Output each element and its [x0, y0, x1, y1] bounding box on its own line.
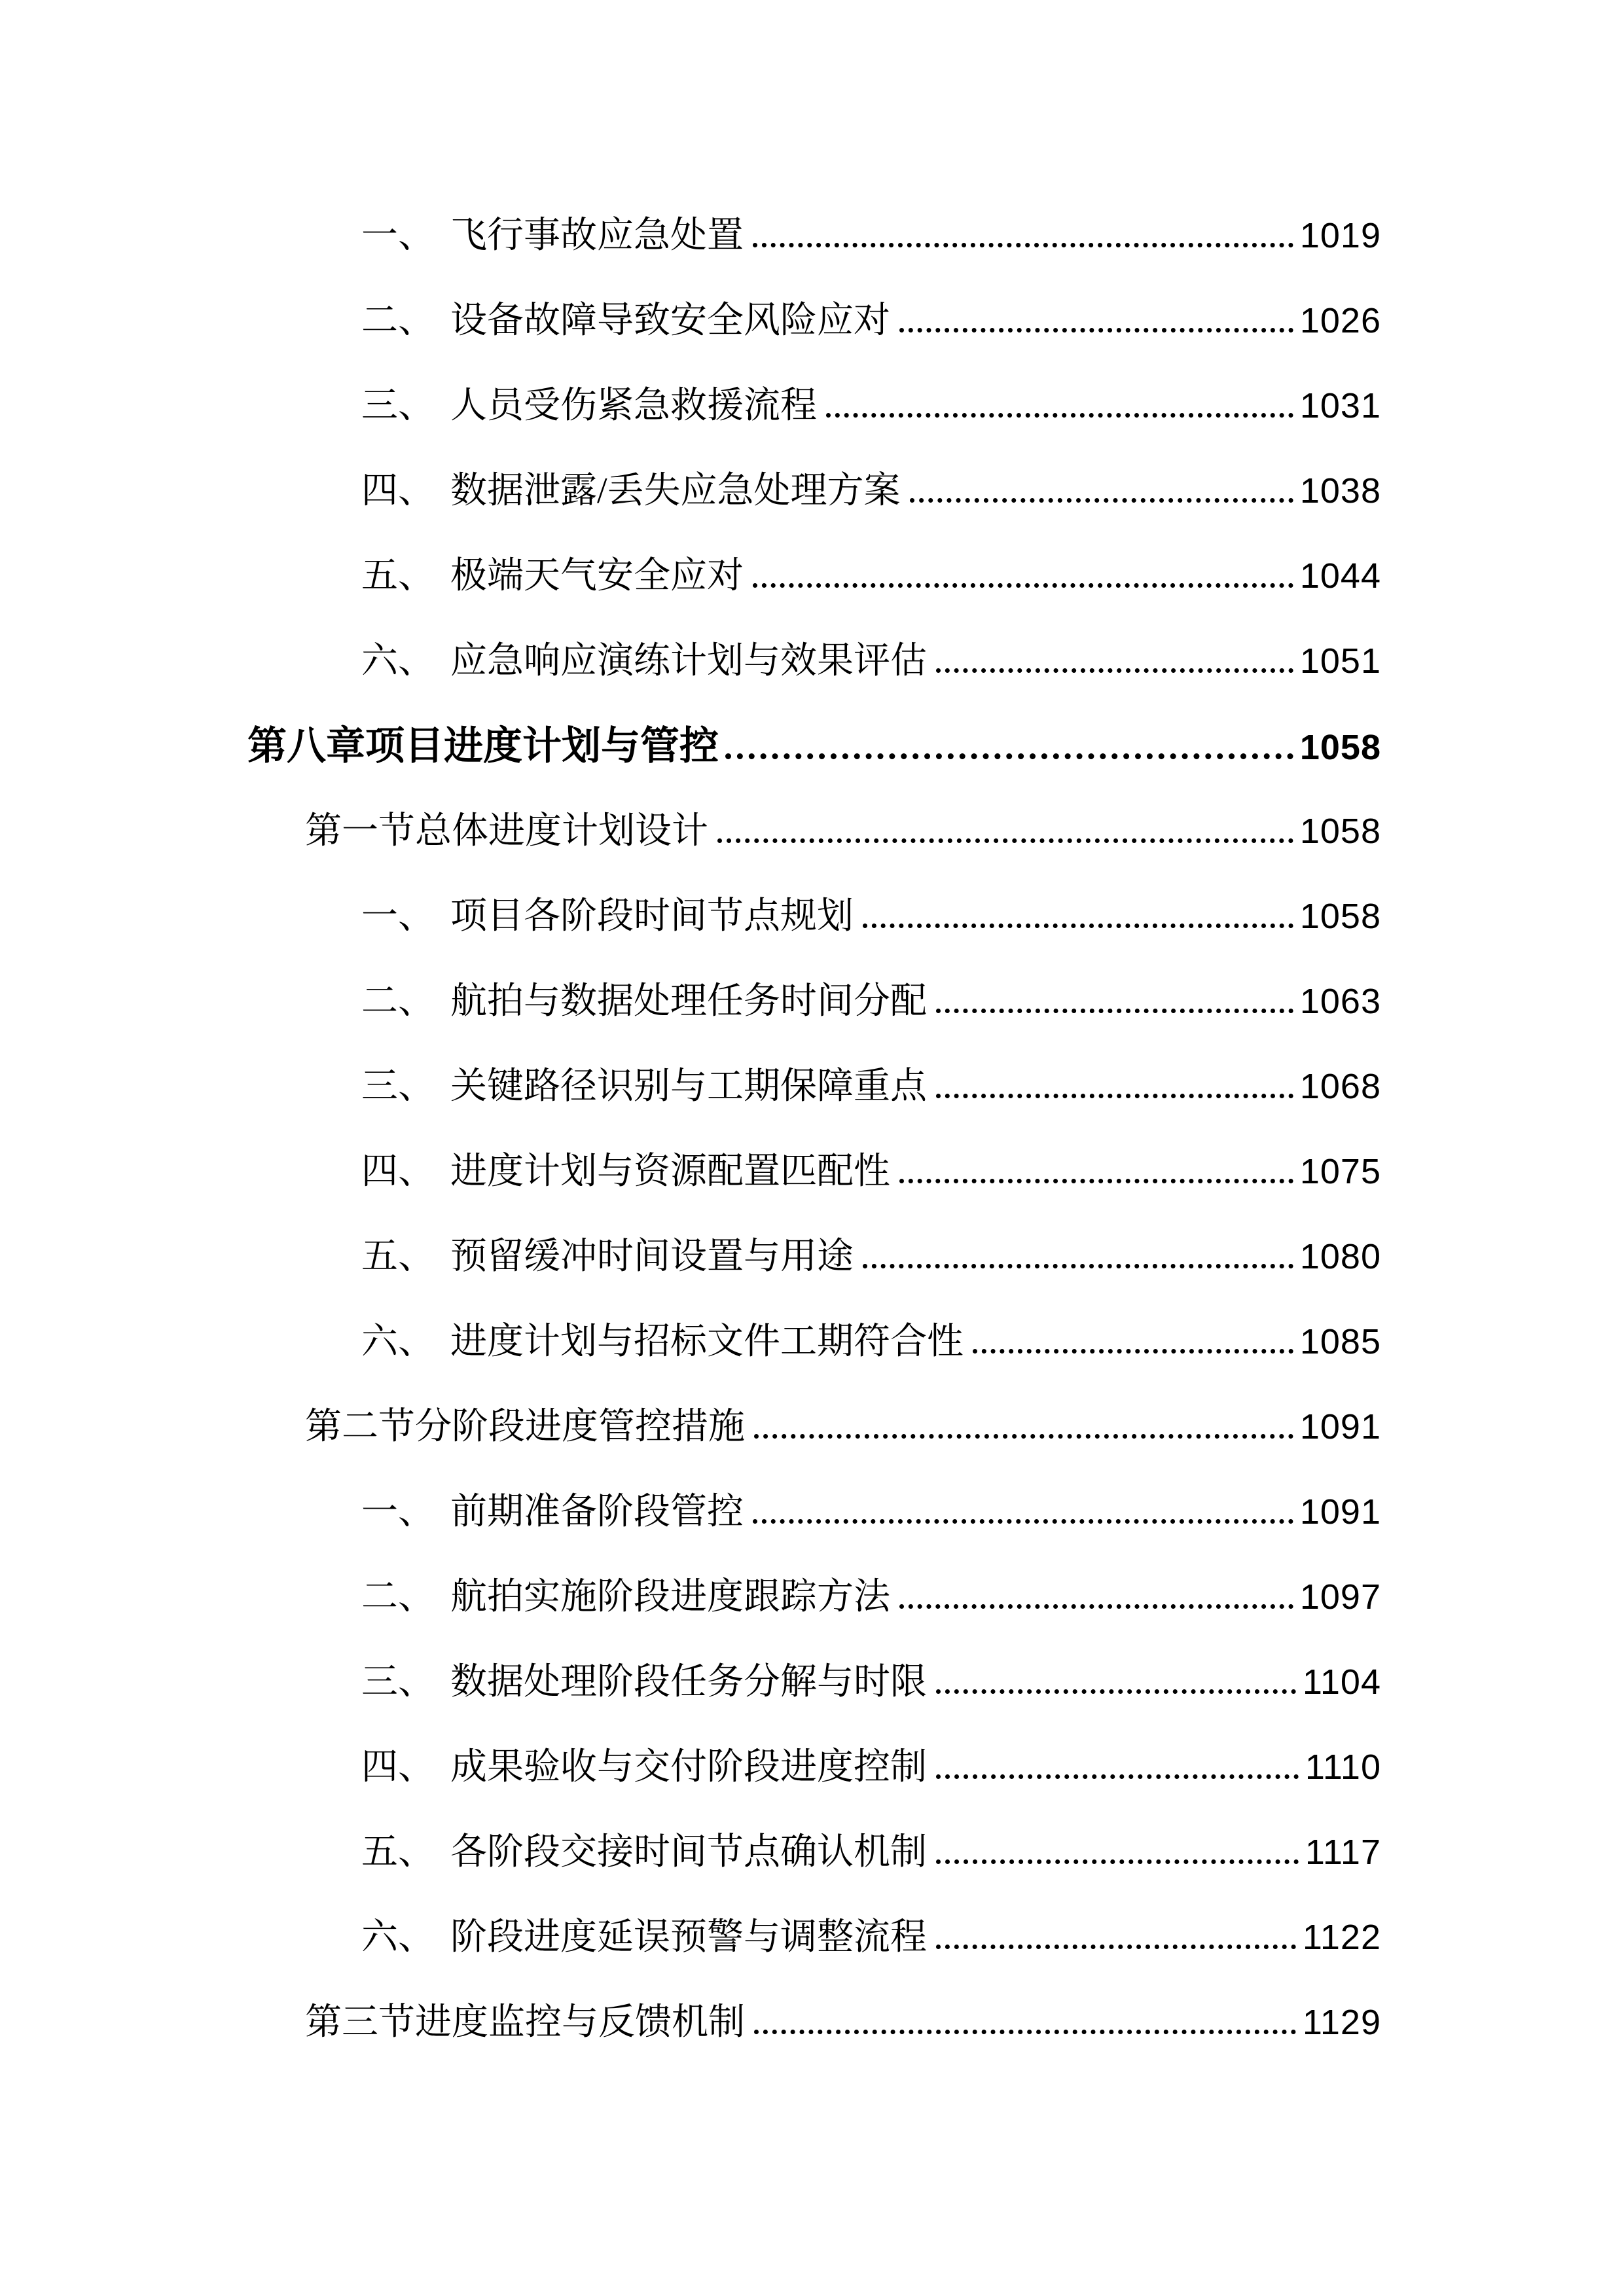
toc-entry[interactable]: [0, 1810, 1624, 1895]
toc-dotted-leader: [863, 1264, 1293, 1268]
toc-dotted-leader: [717, 838, 1293, 843]
toc-entry[interactable]: [0, 704, 1624, 789]
toc-entry-page-number: 1085: [1299, 1322, 1381, 1361]
toc-entry-number: 三、: [361, 1662, 435, 1702]
toc-dotted-leader: [753, 243, 1293, 247]
toc-dotted-leader: [753, 583, 1293, 588]
toc-entry[interactable]: [0, 533, 1624, 619]
toc-entry-number: 二、: [361, 1577, 435, 1617]
toc-entry-title: 极端天气安全应对: [450, 556, 744, 596]
toc-entry[interactable]: [0, 959, 1624, 1044]
toc-entry[interactable]: [0, 1044, 1624, 1129]
toc-dotted-leader: [754, 2030, 1296, 2034]
toc-entry[interactable]: [0, 363, 1624, 448]
toc-dotted-leader: [899, 1604, 1293, 1609]
toc-entry-title: 第一节总体进度计划设计: [305, 811, 708, 852]
toc-entry-number: 六、: [361, 1917, 435, 1958]
toc-entry-title: 数据处理阶段任务分解与时限: [450, 1662, 927, 1702]
toc-entry-title: 进度计划与资源配置匹配性: [450, 1151, 890, 1192]
toc-entry-page-number: 1104: [1302, 1662, 1381, 1702]
toc-dotted-leader: [899, 1179, 1293, 1183]
toc-entry-title: 前期准备阶段管控: [450, 1492, 744, 1532]
toc-entry-number: 四、: [361, 471, 435, 511]
toc-entry-title: 预留缓冲时间设置与用途: [450, 1236, 854, 1277]
toc-entry-title: 设备故障导致安全风险应对: [450, 300, 890, 341]
toc-dotted-leader: [826, 413, 1293, 418]
toc-dotted-leader: [899, 328, 1293, 332]
toc-entry-title: 人员受伤紧急救援流程: [450, 386, 817, 426]
toc-entry[interactable]: [0, 1554, 1624, 1640]
toc-entry[interactable]: [0, 1214, 1624, 1299]
toc-entry-page-number: 1110: [1305, 1748, 1381, 1787]
toc-entry[interactable]: [0, 1469, 1624, 1554]
toc-entry-page-number: 1044: [1299, 556, 1381, 596]
toc-entry-number: 五、: [361, 1832, 435, 1873]
toc-entry-page-number: 1080: [1299, 1237, 1381, 1276]
toc-entry-number: 二、: [361, 300, 435, 341]
toc-entry-number: 五、: [361, 1236, 435, 1277]
toc-entry-page-number: 1031: [1299, 386, 1381, 425]
toc-entry-page-number: 1091: [1299, 1407, 1381, 1446]
toc-entry-page-number: 1058: [1299, 897, 1381, 936]
toc-entry-page-number: 1038: [1299, 471, 1381, 511]
toc-entry-title: 数据泄露/丢失应急处理方案: [450, 471, 901, 511]
toc-dotted-leader: [753, 1519, 1293, 1524]
toc-entry-number: 三、: [361, 1066, 435, 1107]
toc-entry-number: 一、: [361, 1492, 435, 1532]
toc-dotted-leader: [936, 1094, 1293, 1098]
toc-entry[interactable]: [0, 1980, 1624, 2065]
toc-entry-page-number: 1091: [1299, 1492, 1381, 1532]
toc-entry-number: 一、: [361, 215, 435, 256]
toc-entry-number: 二、: [361, 981, 435, 1022]
toc-dotted-leader: [754, 1434, 1293, 1439]
toc-entry[interactable]: [0, 1299, 1624, 1384]
toc-entry-title: 应急响应演练计划与效果评估: [450, 641, 927, 681]
toc-dotted-leader: [725, 753, 1293, 759]
toc-dotted-leader: [863, 924, 1293, 928]
toc-entry-number: 四、: [361, 1151, 435, 1192]
toc-entry[interactable]: [0, 789, 1624, 874]
toc-entry-page-number: 1058: [1299, 812, 1381, 851]
toc-entry-number: 六、: [361, 641, 435, 681]
toc-entry-title: 关键路径识别与工期保障重点: [450, 1066, 927, 1107]
toc-entry-number: 四、: [361, 1747, 435, 1787]
toc-entry-page-number: 1129: [1302, 2003, 1381, 2042]
toc-entry[interactable]: [0, 1129, 1624, 1214]
toc-dotted-leader: [936, 1859, 1299, 1864]
toc-entry[interactable]: [0, 1895, 1624, 1980]
toc-entry-number: 一、: [361, 896, 435, 937]
toc-dotted-leader: [973, 1349, 1293, 1354]
toc-entry-title: 航拍实施阶段进度跟踪方法: [450, 1577, 890, 1617]
toc-entry-page-number: 1063: [1299, 982, 1381, 1021]
toc-entry[interactable]: [0, 1725, 1624, 1810]
toc-entry-page-number: 1058: [1299, 728, 1381, 767]
toc-dotted-leader: [936, 668, 1293, 673]
toc-entry-title: 成果验收与交付阶段进度控制: [450, 1747, 927, 1787]
toc-entry-title: 航拍与数据处理任务时间分配: [450, 981, 927, 1022]
toc-entry-title: 第二节分阶段进度管控措施: [305, 1407, 745, 1447]
toc-entry-title: 阶段进度延误预警与调整流程: [450, 1917, 927, 1958]
toc-entry-page-number: 1122: [1302, 1918, 1381, 1957]
toc-entry-page-number: 1019: [1299, 216, 1381, 255]
toc-dotted-leader: [936, 1689, 1296, 1694]
toc-entry-title: 第八章项目进度计划与管控: [247, 725, 719, 768]
toc-entry[interactable]: [0, 874, 1624, 959]
toc-dotted-leader: [936, 1009, 1293, 1013]
toc-entry-page-number: 1117: [1305, 1833, 1381, 1872]
toc-entry-page-number: 1075: [1299, 1152, 1381, 1191]
toc-entry-number: 六、: [361, 1321, 435, 1362]
toc-entry-page-number: 1051: [1299, 641, 1381, 681]
table-of-contents: [0, 193, 1624, 2065]
toc-entry-number: 三、: [361, 386, 435, 426]
toc-entry-page-number: 1026: [1299, 301, 1381, 340]
toc-entry[interactable]: [0, 278, 1624, 363]
toc-entry[interactable]: [0, 1640, 1624, 1725]
toc-entry[interactable]: [0, 193, 1624, 278]
toc-entry-title: 飞行事故应急处置: [450, 215, 744, 256]
toc-dotted-leader: [910, 498, 1293, 503]
toc-entry[interactable]: [0, 619, 1624, 704]
toc-entry-title: 项目各阶段时间节点规划: [450, 896, 854, 937]
toc-dotted-leader: [936, 1774, 1299, 1779]
toc-entry-page-number: 1068: [1299, 1067, 1381, 1106]
toc-entry-number: 五、: [361, 556, 435, 596]
toc-entry[interactable]: [0, 448, 1624, 533]
toc-entry-title: 进度计划与招标文件工期符合性: [450, 1321, 964, 1362]
toc-entry[interactable]: [0, 1384, 1624, 1469]
toc-dotted-leader: [936, 1945, 1296, 1949]
toc-entry-page-number: 1097: [1299, 1577, 1381, 1617]
toc-entry-title: 第三节进度监控与反馈机制: [305, 2002, 745, 2043]
toc-entry-title: 各阶段交接时间节点确认机制: [450, 1832, 927, 1873]
